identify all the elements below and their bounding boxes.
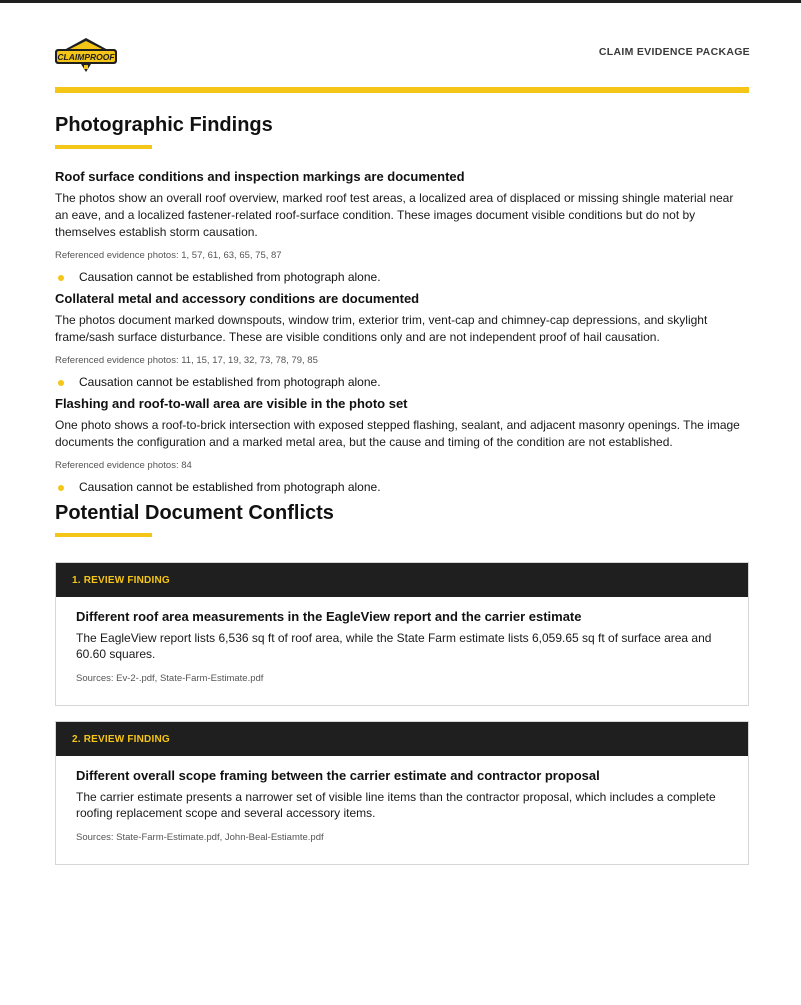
causation-note <box>55 375 749 390</box>
review-finding-content <box>56 756 748 864</box>
top-border <box>0 0 801 3</box>
evidence-reference: Referenced evidence photos: 1, 57, 61, 63, 65, 75, 87 <box>55 250 282 261</box>
finding-item <box>55 169 749 285</box>
photographic-findings-list <box>55 169 749 495</box>
review-finding-card <box>55 721 749 865</box>
finding-heading: Collateral metal and accessory conditions are documented <box>55 291 420 306</box>
finding-body: One photo shows a roof-to-brick intersection with exposed stepped flashing, sealant, and adjacent masonry openings. The image documents the configuration and a marked metal area, but the cause and timing of the condition are not established. <box>55 418 740 449</box>
section-underline <box>55 145 152 149</box>
review-finding-content <box>56 597 748 705</box>
document-title: CLAIM EVIDENCE PACKAGE <box>598 46 750 58</box>
review-finding-heading: Different overall scope framing between the carrier estimate and contractor proposal <box>76 768 600 783</box>
document-conflicts-title: Potential Document Conflicts <box>55 502 334 524</box>
causation-note-text: Causation cannot be established from photograph alone. <box>79 375 381 389</box>
review-finding-heading: Different roof area measurements in the EagleView report and the carrier estimate <box>76 609 582 624</box>
causation-note <box>55 270 749 285</box>
causation-note-text: Causation cannot be established from photograph alone. <box>79 480 381 494</box>
bullet-dot-icon <box>58 485 64 491</box>
causation-note-text: Causation cannot be established from photograph alone. <box>79 270 381 284</box>
document-body <box>55 113 749 880</box>
review-finding-label: 1. REVIEW FINDING <box>56 563 748 597</box>
evidence-reference: Referenced evidence photos: 84 <box>55 460 192 471</box>
section-underline <box>55 533 152 537</box>
review-finding-card <box>55 562 749 706</box>
review-finding-body: The carrier estimate presents a narrower set of visible line items than the contractor proposal, which includes a complete roofing replacement scope and several accessory items. <box>76 790 716 820</box>
review-finding-sources: Sources: Ev-2-.pdf, State-Farm-Estimate.pdf <box>76 673 264 684</box>
finding-item <box>55 396 749 495</box>
header-divider <box>55 87 749 93</box>
bullet-dot-icon <box>58 275 64 281</box>
review-finding-label: 2. REVIEW FINDING <box>56 722 748 756</box>
review-findings-list <box>55 562 749 865</box>
causation-note <box>55 480 749 495</box>
finding-body: The photos show an overall roof overview, marked roof test areas, a localized area of displaced or missing shingle material near an eave, and a localized fastener-related roof-surface condition. These images document visible conditions but do not by themselves establish storm causation. <box>55 191 734 239</box>
finding-body: The photos document marked downspouts, window trim, exterior trim, vent-cap and chimney-cap depressions, and skylight frame/sash surface disturbance. These are visible conditions only and are not independent proof of hail causation. <box>55 313 708 344</box>
claimproof-logo <box>54 36 118 76</box>
review-finding-sources: Sources: State-Farm-Estimate.pdf, John-Beal-Estiamte.pdf <box>76 832 324 843</box>
finding-item <box>55 291 749 390</box>
evidence-reference: Referenced evidence photos: 11, 15, 17, 19, 32, 73, 78, 79, 85 <box>55 355 318 366</box>
svg-text:CLAIMPROOF: CLAIMPROOF <box>57 52 115 62</box>
bullet-dot-icon <box>58 380 64 386</box>
review-finding-body: The EagleView report lists 6,536 sq ft of roof area, while the State Farm estimate lists 6,059.65 sq ft of surface area and 60.60 squares. <box>76 631 712 661</box>
photographic-findings-title: Photographic Findings <box>55 114 273 136</box>
finding-heading: Flashing and roof-to-wall area are visible in the photo set <box>55 396 408 411</box>
finding-heading: Roof surface conditions and inspection markings are documented <box>55 169 465 184</box>
